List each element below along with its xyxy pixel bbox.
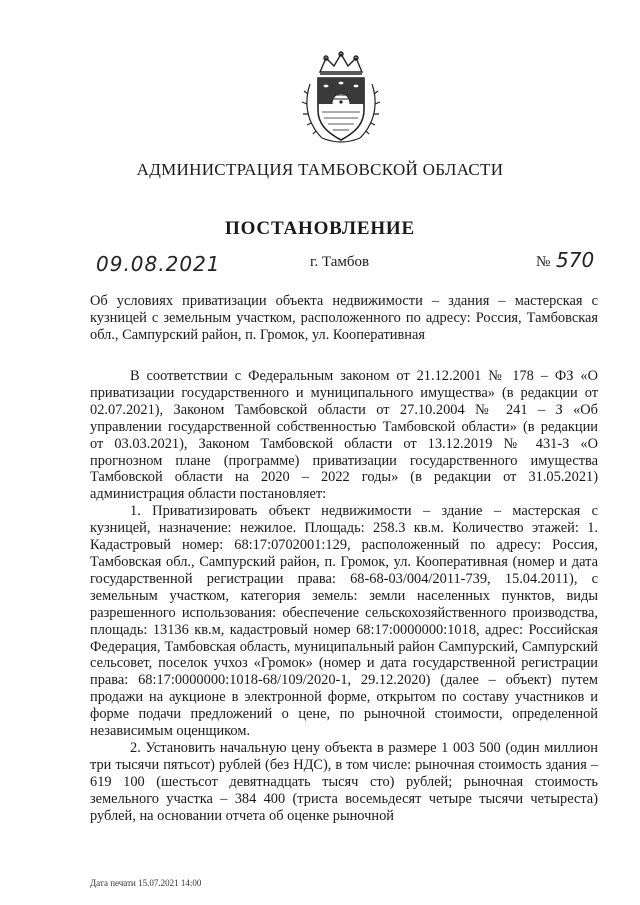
organization-name: АДМИНИСТРАЦИЯ ТАМБОВСКОЙ ОБЛАСТИ <box>136 160 504 179</box>
item-1-paragraph: 1. Приватизировать объект недвижимости – здание – мастерская с кузницей, назначение: нежилое. Площадь: 258.3 кв.м. Количество этажей: 1. Кадастровый номер: 68:17:0702001:129, расположенный по адресу: Россия, Тамбовская обл., Сампурский район, п. Громок, ул. Кооперативная (номер и дата государственной регистрации права: 68-68-03/004/2011-739, 15.04.2011), с земельным участком, категория земель: земли населенных пунктов, виды разрешенного использования: обеспечение сельскохозяйственного производства, площадь: 13136 кв.м, кадастровый номер 68:17:0000000:1018, адрес: Российская Федерация, Тамбовская область, муниципальный район Сампурский, Сампурский сельсовет, поселок учхоз «Громок» (номер и дата государственной регистрации права: 68:17:0000000:1018-68/109/2020-1, 29.12.2020) (далее – объект) путем продажи на аукционе в электронной форме, открытом по составу участников и форме подачи предложений о цене, по рыночной стоимости, определенной независимым оценщиком. <box>90 503 598 740</box>
document-title: ПОСТАНОВЛЕНИЕ <box>225 218 415 239</box>
handwritten-document-number: 570 <box>556 248 595 272</box>
handwritten-date: 09.08.2021 <box>96 252 221 276</box>
print-date-footer: Дата печати 15.07.2021 14:00 <box>90 878 202 888</box>
item-2-paragraph: 2. Установить начальную цену объекта в размере 1 003 500 (один миллион три тысячи пятьсот) рублей (без НДС), в том числе: рыночная стоимость здания – 619 100 (шестьсот девятнадцать тысяч сто) рублей; рыночная стоимость земельного участка – 384 400 (триста восемьдесят четыре тысячи четыреста) рублей, на основании отчета об оценке рыночной <box>90 739 598 824</box>
city-name: г. Тамбов <box>310 254 370 270</box>
document-number-label: № <box>536 254 551 270</box>
document-body <box>90 368 598 824</box>
document-subject: Об условиях приватизации объекта недвижимости – здания – мастерская с кузницей с земельным участком, расположенного по адресу: Россия, Тамбовская обл., Сампурский район, п. Громок, ул. Кооперативная <box>90 293 598 343</box>
coat-of-arms-icon <box>298 50 384 148</box>
preamble-paragraph: В соответствии с Федеральным законом от 21.12.2001 № 178 – ФЗ «О приватизации государственного и муниципального имущества» (в редакции от 02.07.2021), Законом Тамбовской области от 27.10.2004 № 241 – З «Об управлении государственной собственностью Тамбовской области» (в редакции от 03.03.2021), Законом Тамбовской области от 13.12.2019 № 431-З «О прогнозном плане (программе) приватизации государственного имущества Тамбовской области на 2020 – 2022 годы» (в редакции от 31.05.2021) администрация области постановляет: <box>90 368 598 503</box>
